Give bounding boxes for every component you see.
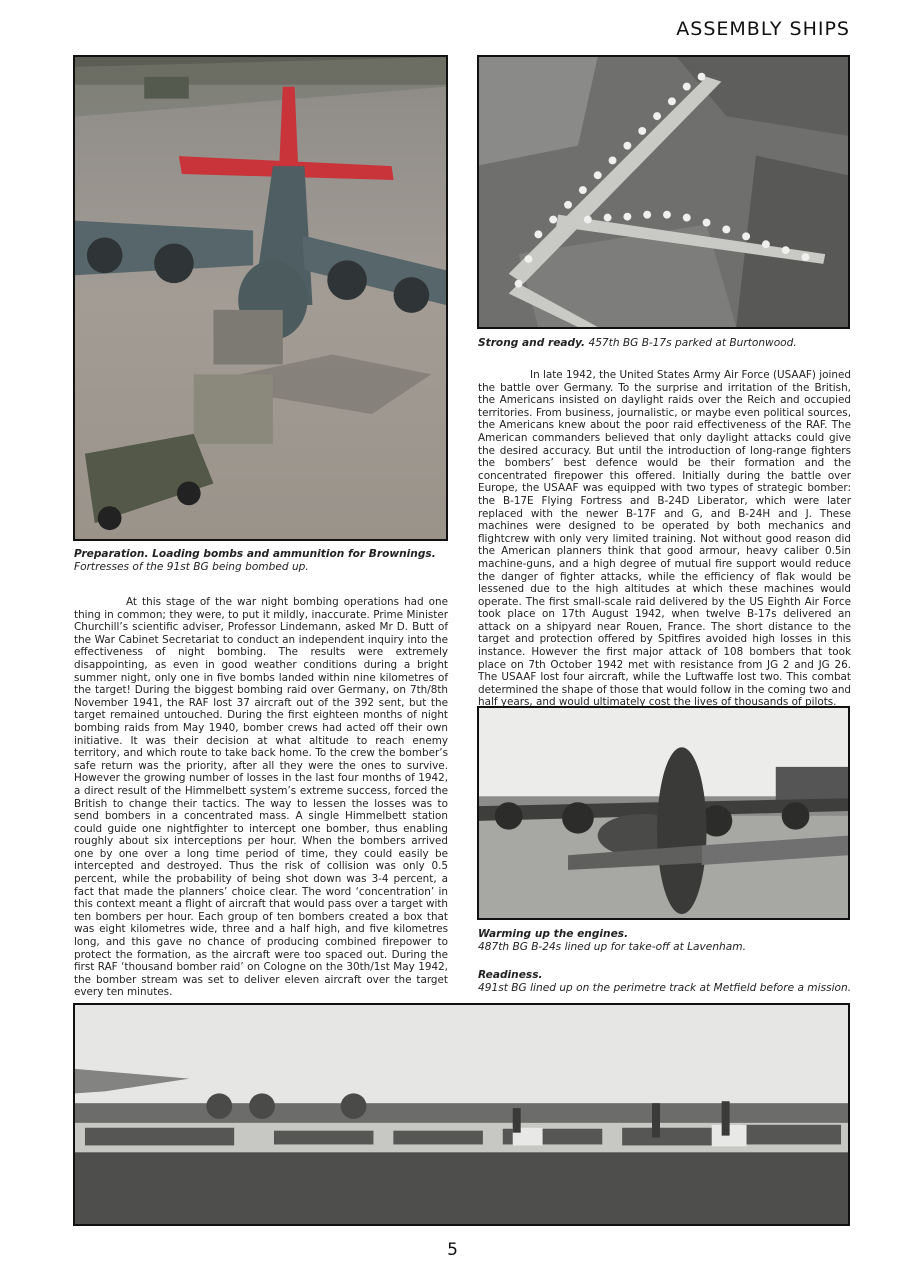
caption-readiness bbox=[478, 969, 853, 995]
photo-b24-metfield bbox=[73, 1003, 850, 1226]
article-right-column: In late 1942, the United States Army Air Force (USAAF) joined the battle over Germany. To the surprise and irritation of the British, the Americans insisted on daylight raids over the Reich and occupied territories. From business, journalistic, or maybe even political sources, the Americans knew about the poor raid effectiveness of the RAF. The American commanders believed that only daylight attacks could give the desired accuracy. But until the introduction of long-range fighters the bombers’ best defence would be their formation and the concentrated firepower this offered. Initially during the battle over Europe, the USAAF was equipped with two types of strategic bomber: the B-17E Flying Fortress and B-24D Liberator, which were later replaced with the newer B-17F and G, and B-24H and J. These machines were designed to be operated by both mechanics and flightcrew with only very limited training. Not without good reason did the American planners think that good armour, heavy caliber 0.5in machine-guns, and a high degree of mutual fire support would reduce the danger of fighter attacks, while the efficiency of flak would be lessened due to the high altitudes at which these machines would operate. The first small-scale raid delivered by the US Eighth Air Force took place on 17th August 1942, when twelve B-17s delivered an attack on a shipyard near Rouen, France. The short distance to the target and protection offered by Spitfires avoided high losses in this instance. However the first major attack of 108 bombers that took place on 7th October 1942 met with resistance from JG 2 and JG 26. The USAAF lost four aircraft, while the Luftwaffe lost two. This combat determined the shape of those that would follow in the coming two and half years, and would ultimately cost the lives of thousands of pilots. bbox=[478, 369, 851, 709]
b24-warmup-illustration bbox=[479, 708, 848, 918]
caption-text: 491st BG lined up on the perimetre track at Metfield before a mission. bbox=[478, 982, 852, 994]
b17-illustration bbox=[75, 57, 446, 539]
caption-title: Preparation. Loading bombs and ammunition for Brownings. bbox=[74, 548, 436, 560]
caption-title: Strong and ready. bbox=[478, 337, 586, 349]
caption-title: Warming up the engines. bbox=[478, 928, 629, 940]
article-left-column: At this stage of the war night bombing operations had one thing in common; they were, to put it mildly, inaccurate. Prime Minister Churchill’s scientific adviser, Professor Lindemann, asked Mr D. Butt of the War Cabinet Secretariat to conduct an independent inquiry into the effectiveness of night bombing. The results were extremely disappointing, as even in good weather conditions during a bright summer night, only one in five bombs landed within nine kilometres of the target! During the biggest bombing raid over Germany, on 7th/8th November 1941, the RAF lost 37 aircraft out of the 392 sent, but the target remained untouched. During the first eighteen months of night bombing raids from May 1940, bomber crews had acted off their own initiative. It was their decision at what altitude to reach enemy territory, and which route to take back home. To the crew the bomber’s safe return was the priority, after all they were the ones to survive. However the growing number of losses in the last four months of 1942, a direct result of the Himmelbett system’s extreme success, forced the British to change their tactics. The way to lessen the losses was to send bombers in a concentrated mass. A single Himmelbett station could guide one nightfighter to intercept one bomber, thus enabling roughly about six interceptions per hour. When the bombers arrived one by one over a long time period of time, they could easily be intercepted and destroyed. Thus the risk of collision was only 0.5 percent, while the probability of being shot down was 3-4 percent, a fact that made the planners’ choice clear. The word ‘concentration’ in this context meant a flight of aircraft that would pass over a target with ten bombers per hour. Each group of ten bombers created a box that was eight kilometres wide, three and a half high, and five kilometres long, and this gave no chance of producing combined firepower to protect the formation, as the aircraft were too spaced out. During the first RAF ‘thousand bomber raid’ on Cologne on the 30th/1st May 1942, the bomber stream was set to deliver eleven aircraft over the target every ten minutes. bbox=[74, 596, 448, 999]
photo-aerial-burtonwood bbox=[477, 55, 850, 329]
caption-preparation bbox=[74, 548, 454, 574]
b24-readiness-illustration bbox=[75, 1005, 848, 1224]
photo-b24-lavenham bbox=[477, 706, 850, 920]
caption-strong-and-ready bbox=[478, 337, 853, 350]
caption-text: 457th BG B-17s parked at Burtonwood. bbox=[588, 337, 797, 349]
caption-title: Readiness. bbox=[478, 969, 543, 981]
caption-text: Fortresses of the 91st BG being bombed up. bbox=[74, 561, 309, 573]
section-title: ASSEMBLY SHIPS bbox=[676, 18, 850, 40]
aerial-illustration bbox=[479, 57, 848, 327]
caption-text: 487th BG B-24s lined up for take-off at Lavenham. bbox=[478, 941, 746, 953]
page-number: 5 bbox=[447, 1240, 458, 1260]
caption-warming-up bbox=[478, 928, 853, 954]
photo-b17-bombing-up bbox=[73, 55, 448, 541]
